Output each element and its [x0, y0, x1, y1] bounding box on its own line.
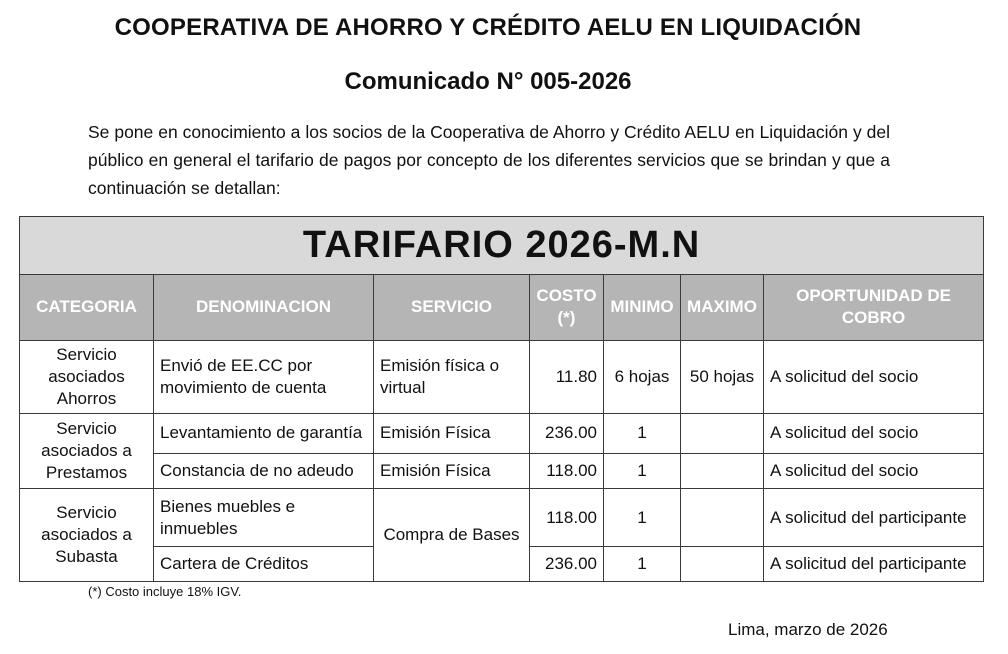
tariff-title: TARIFARIO 2026-M.N — [20, 217, 984, 275]
header-minimo: MINIMO — [604, 274, 681, 340]
table-row — [20, 413, 984, 454]
cost-footnote: (*) Costo incluye 18% IGV. — [88, 584, 242, 599]
table-row — [20, 488, 984, 547]
servicio-cell: Compra de Bases — [374, 488, 530, 581]
oportunidad-cell: A solicitud del participante — [764, 547, 984, 582]
header-costo: COSTO (*) — [530, 274, 604, 340]
denominacion-cell: Constancia de no adeudo — [154, 454, 374, 488]
header-oportunidad: OPORTUNIDAD DE COBRO — [764, 274, 984, 340]
maximo-cell — [681, 488, 764, 547]
category-cell: Servicio asociados a Subasta — [20, 488, 154, 581]
communique-number: Comunicado N° 005-2026 — [344, 68, 632, 95]
oportunidad-cell: A solicitud del socio — [764, 413, 984, 454]
servicio-cell: Emisión física o virtual — [374, 340, 530, 413]
costo-cell: 236.00 — [530, 547, 604, 582]
costo-cell: 118.00 — [530, 454, 604, 488]
costo-cell: 236.00 — [530, 413, 604, 454]
document-title: COOPERATIVA DE AHORRO Y CRÉDITO AELU EN LIQUIDACIÓN — [114, 14, 862, 41]
table-header-row — [20, 274, 984, 340]
header-servicio: SERVICIO — [374, 274, 530, 340]
oportunidad-cell: A solicitud del socio — [764, 454, 984, 488]
servicio-cell: Emisión Física — [374, 413, 530, 454]
minimo-cell: 6 hojas — [604, 340, 681, 413]
oportunidad-cell: A solicitud del socio — [764, 340, 984, 413]
denominacion-cell: Cartera de Créditos — [154, 547, 374, 582]
header-denominacion: DENOMINACION — [154, 274, 374, 340]
category-cell: Servicio asociados Ahorros — [20, 340, 154, 413]
maximo-cell: 50 hojas — [681, 340, 764, 413]
costo-cell: 11.80 — [530, 340, 604, 413]
maximo-cell — [681, 547, 764, 582]
table-row — [20, 454, 984, 488]
denominacion-cell: Bienes muebles e inmuebles — [154, 488, 374, 547]
oportunidad-cell: A solicitud del participante — [764, 488, 984, 547]
category-cell: Servicio asociados a Prestamos — [20, 413, 154, 488]
tariff-table — [19, 216, 984, 582]
denominacion-cell: Levantamiento de garantía — [154, 413, 374, 454]
costo-cell: 118.00 — [530, 488, 604, 547]
header-categoria: CATEGORIA — [20, 274, 154, 340]
table-row — [20, 340, 984, 413]
minimo-cell: 1 — [604, 488, 681, 547]
maximo-cell — [681, 413, 764, 454]
maximo-cell — [681, 454, 764, 488]
minimo-cell: 1 — [604, 547, 681, 582]
intro-paragraph: Se pone en conocimiento a los socios de la Cooperativa de Ahorro y Crédito AELU en Liquidación y del público en general el tarifario de pagos por concepto de los diferentes servicios que se brindan y que a continuación se detallan: — [88, 122, 890, 198]
minimo-cell: 1 — [604, 413, 681, 454]
minimo-cell: 1 — [604, 454, 681, 488]
servicio-cell: Emisión Física — [374, 454, 530, 488]
place-and-date: Lima, marzo de 2026 — [728, 620, 888, 639]
header-maximo: MAXIMO — [681, 274, 764, 340]
denominacion-cell: Envió de EE.CC por movimiento de cuenta — [154, 340, 374, 413]
